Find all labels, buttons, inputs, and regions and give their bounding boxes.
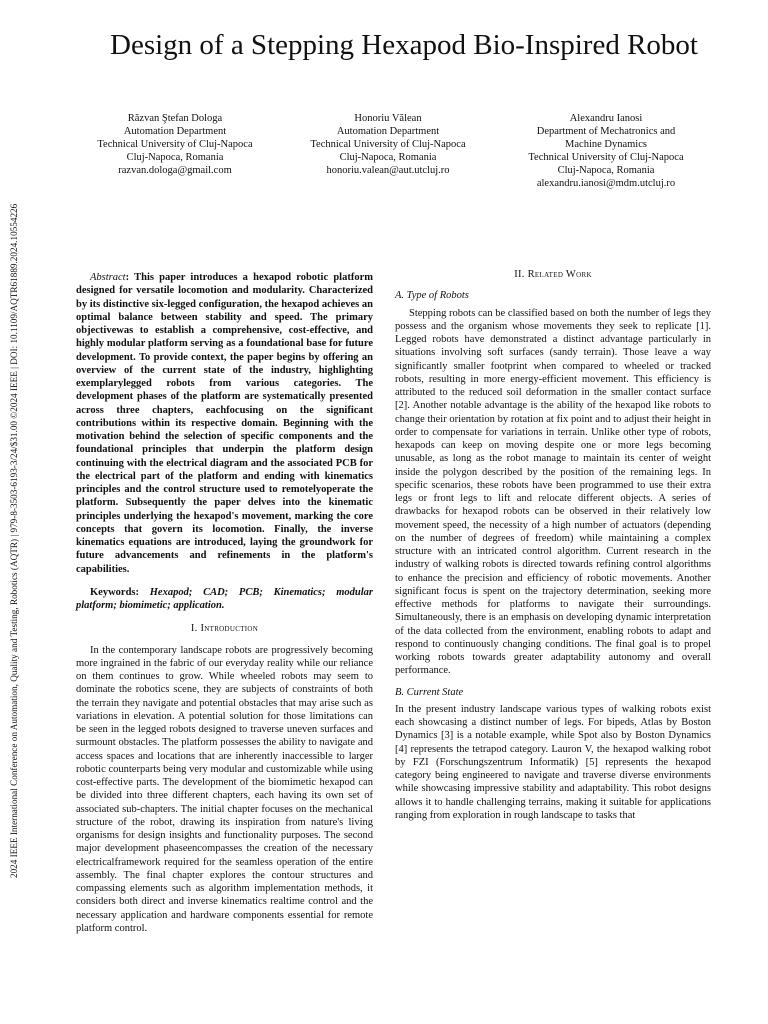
subsection-heading-current-state: B. Current State (395, 686, 464, 698)
author-email: honoriu.valean@aut.utcluj.ro (326, 165, 450, 176)
left-column (76, 271, 373, 935)
paper-title: Design of a Stepping Hexapod Bio-Inspired Robot (110, 29, 698, 61)
type-of-robots-paragraph: Stepping robots can be classified based on both the number of legs they possess and the organism whose movements they seek to replicate [1]. Legged robots have demonstrated a distinct advantage particularly in situations involving soft surfaces (sandy terrain). Those leave a way significantly smaller footprint when compared to wheeled or tracked robots, resulting in more energy-efficient movement. This efficiency is attributed to the reduced soil deformation in the smaller contact surface [2]. Another notable advantage is the ability of the hexapod like robots to change their orientation by rotation at fix point and to adjust their height in order to compensate for variations in terrain. Unlike other type of robots, hexapods can keep on moving despite one or more legs becoming unusable, as long as the robot manage to maintain its center of weight inside the polygon described by the position of the remaining legs. In specific scenarios, these robots have been programmed to use their extra legs or front legs to lift and relocate different objects. A series of drawbacks for hexapod robots can be observed in their relatively low movement speed, the necessity of a high number of actuators (depending on the number of degrees of freedom) while maintaining a complex structure with an intricated control algorithm. Current research in the industry of walking robots is directed towards refining control algorithms to enhance the precision and efficiency of robotic movements. Another significant focus is spent on the trajectory determination, seeking more effective methods for platforms to navigate their surroundings. Simultaneously, there is an emphasis on developing dynamic interpretation of the data collected from the environment, enabling robots to adapt and respond to continuously changing conditions. The final goal is to propel working robots towards greater adaptability autonomy and overall performance. (395, 307, 711, 677)
keywords (76, 586, 373, 613)
author-name: Alexandru Ianosi (569, 113, 643, 124)
section-heading-related-work: II. Related Work (514, 269, 592, 280)
author-email: razvan.dologa@gmail.com (118, 165, 232, 176)
keywords-text: Hexapod; CAD; PCB; Kinematics; modular platform; biomimetic; application. (76, 586, 373, 611)
abstract-text: : This paper introduces a hexapod robotic platform designed for versatile locomotion and modularity. Characterized by its distinctive six-legged configuration, the hexapod achieves an optimal balance between stability and speed. The primary objectivewas to establish a comprehensive, cost-effective, and highly modular platform serving as a foundational base for future development. To provide context, the paper begins by offering an overview of the current state of the industry, highlighting exemplarylegged robots from various categories. The development phases of the platform are systematically presented across three chapters, eachfocusing on the significant contributions within its respective domain. Beginning with the motivation behind the selection of specific components and the foundational principles that underpin the platform design continuing with the electrical diagram and the associated PCB for the electrical part of the platform and ending with kinematics principles and the control structure used to remotelyoperate the platform. Subsequently the paper delves into the kinematic principles underlying the hexapod's movement, marking the core concepts that govern its locomotion. Finally, the inverse kinematics equations are introduced, laying the groundwork for future advancements and refinements in the platform's capabilities. (76, 272, 373, 575)
author-location: Cluj-Napoca, Romania (126, 152, 224, 163)
section-heading-introduction: I. Introduction (190, 623, 259, 635)
author-location: Cluj-Napoca, Romania (339, 152, 437, 163)
author-department: Automation Department (123, 126, 227, 137)
author-name: Răzvan Ştefan Dologa (127, 113, 223, 124)
abstract (76, 271, 373, 576)
conference-side-note: 2024 IEEE International Conference on Automation, Quality and Testing, Robotics (AQTR) | 979-8-3503-6193-3/24/$31.00 ©2024 IEEE | DOI: 10.1109/AQTR61889.2024.10554226 (9, 203, 19, 878)
author-university: Technical University of Cluj-Napoca (97, 139, 253, 150)
author-department: Department of Mechatronics and (536, 126, 676, 137)
author-department: Automation Department (336, 126, 440, 137)
author-email: alexandru.ianosi@mdm.utcluj.ro (536, 178, 676, 189)
author-location: Cluj-Napoca, Romania (557, 165, 655, 176)
author-1 (60, 112, 290, 177)
author-university: Technical University of Cluj-Napoca (310, 139, 466, 150)
abstract-label: Abstract (90, 272, 126, 283)
keywords-label: Keywords: (90, 586, 150, 598)
author-block (60, 112, 750, 202)
author-3 (491, 112, 721, 190)
author-2 (273, 112, 503, 177)
author-department-line-2: Machine Dynamics (565, 139, 647, 150)
author-name: Honoriu Vălean (354, 113, 422, 124)
introduction-paragraph: In the contemporary landscape robots are progressively becoming more ingrained in the fabric of our everyday reality while our reliance on them continues to grow. While wheeled robots may seem to dominate the robotics scene, they are subjects of constraints of both the terrain they navigate and potential obstacles that may arise such as variations in elevation. A potential solution for those limitations can be seen in the legged robots designed to traverse uneven surfaces and surmount obstacles. The platform possesses the ability to navigate and access spaces and locations that are inherently inaccessible to larger robotic counterparts being very modular and customizable while using cost-effective parts. The development of the biomimetic hexapod can be divided into three different chapters, each having its own set of associated sub-chapters. The initial chapter focuses on the mechanical structure of the robot, drawing its inspiration from nature's living organisms for design insights and functionality purposes. The second major development phaseencompasses the creation of the necessary electricalframework required for the seamless operation of the entire assembly. The final chapter explores the contour structures and compassing elements such as algorithm implementation methods, it considers both direct and inverse kinematics realtime control and the necessary application and hardware components essential for remote platform control. (76, 644, 373, 934)
subsection-heading-type-of-robots: A. Type of Robots (395, 290, 469, 302)
current-state-paragraph: In the present industry landscape various types of walking robots exist each showcasing a distinct number of legs. For bipeds, Atlas by Boston Dynamics [3] is a notable example, while Spot also by Boston Dynamics [4] represents the tetrapod category. Lauron V, the hexapod walking robot by FZI (Forschungszentrum Informatik) [5] represents the hexapod category being engineered to navigate and traverse diverse environments while showcasing impressive stability and adaptability. This robot designs allows it to handle challenging terrains, making it suitable for applications ranging from exploration in rough landscape to tasks that (395, 703, 711, 821)
author-university: Technical University of Cluj-Napoca (528, 152, 684, 163)
right-column (395, 268, 711, 822)
